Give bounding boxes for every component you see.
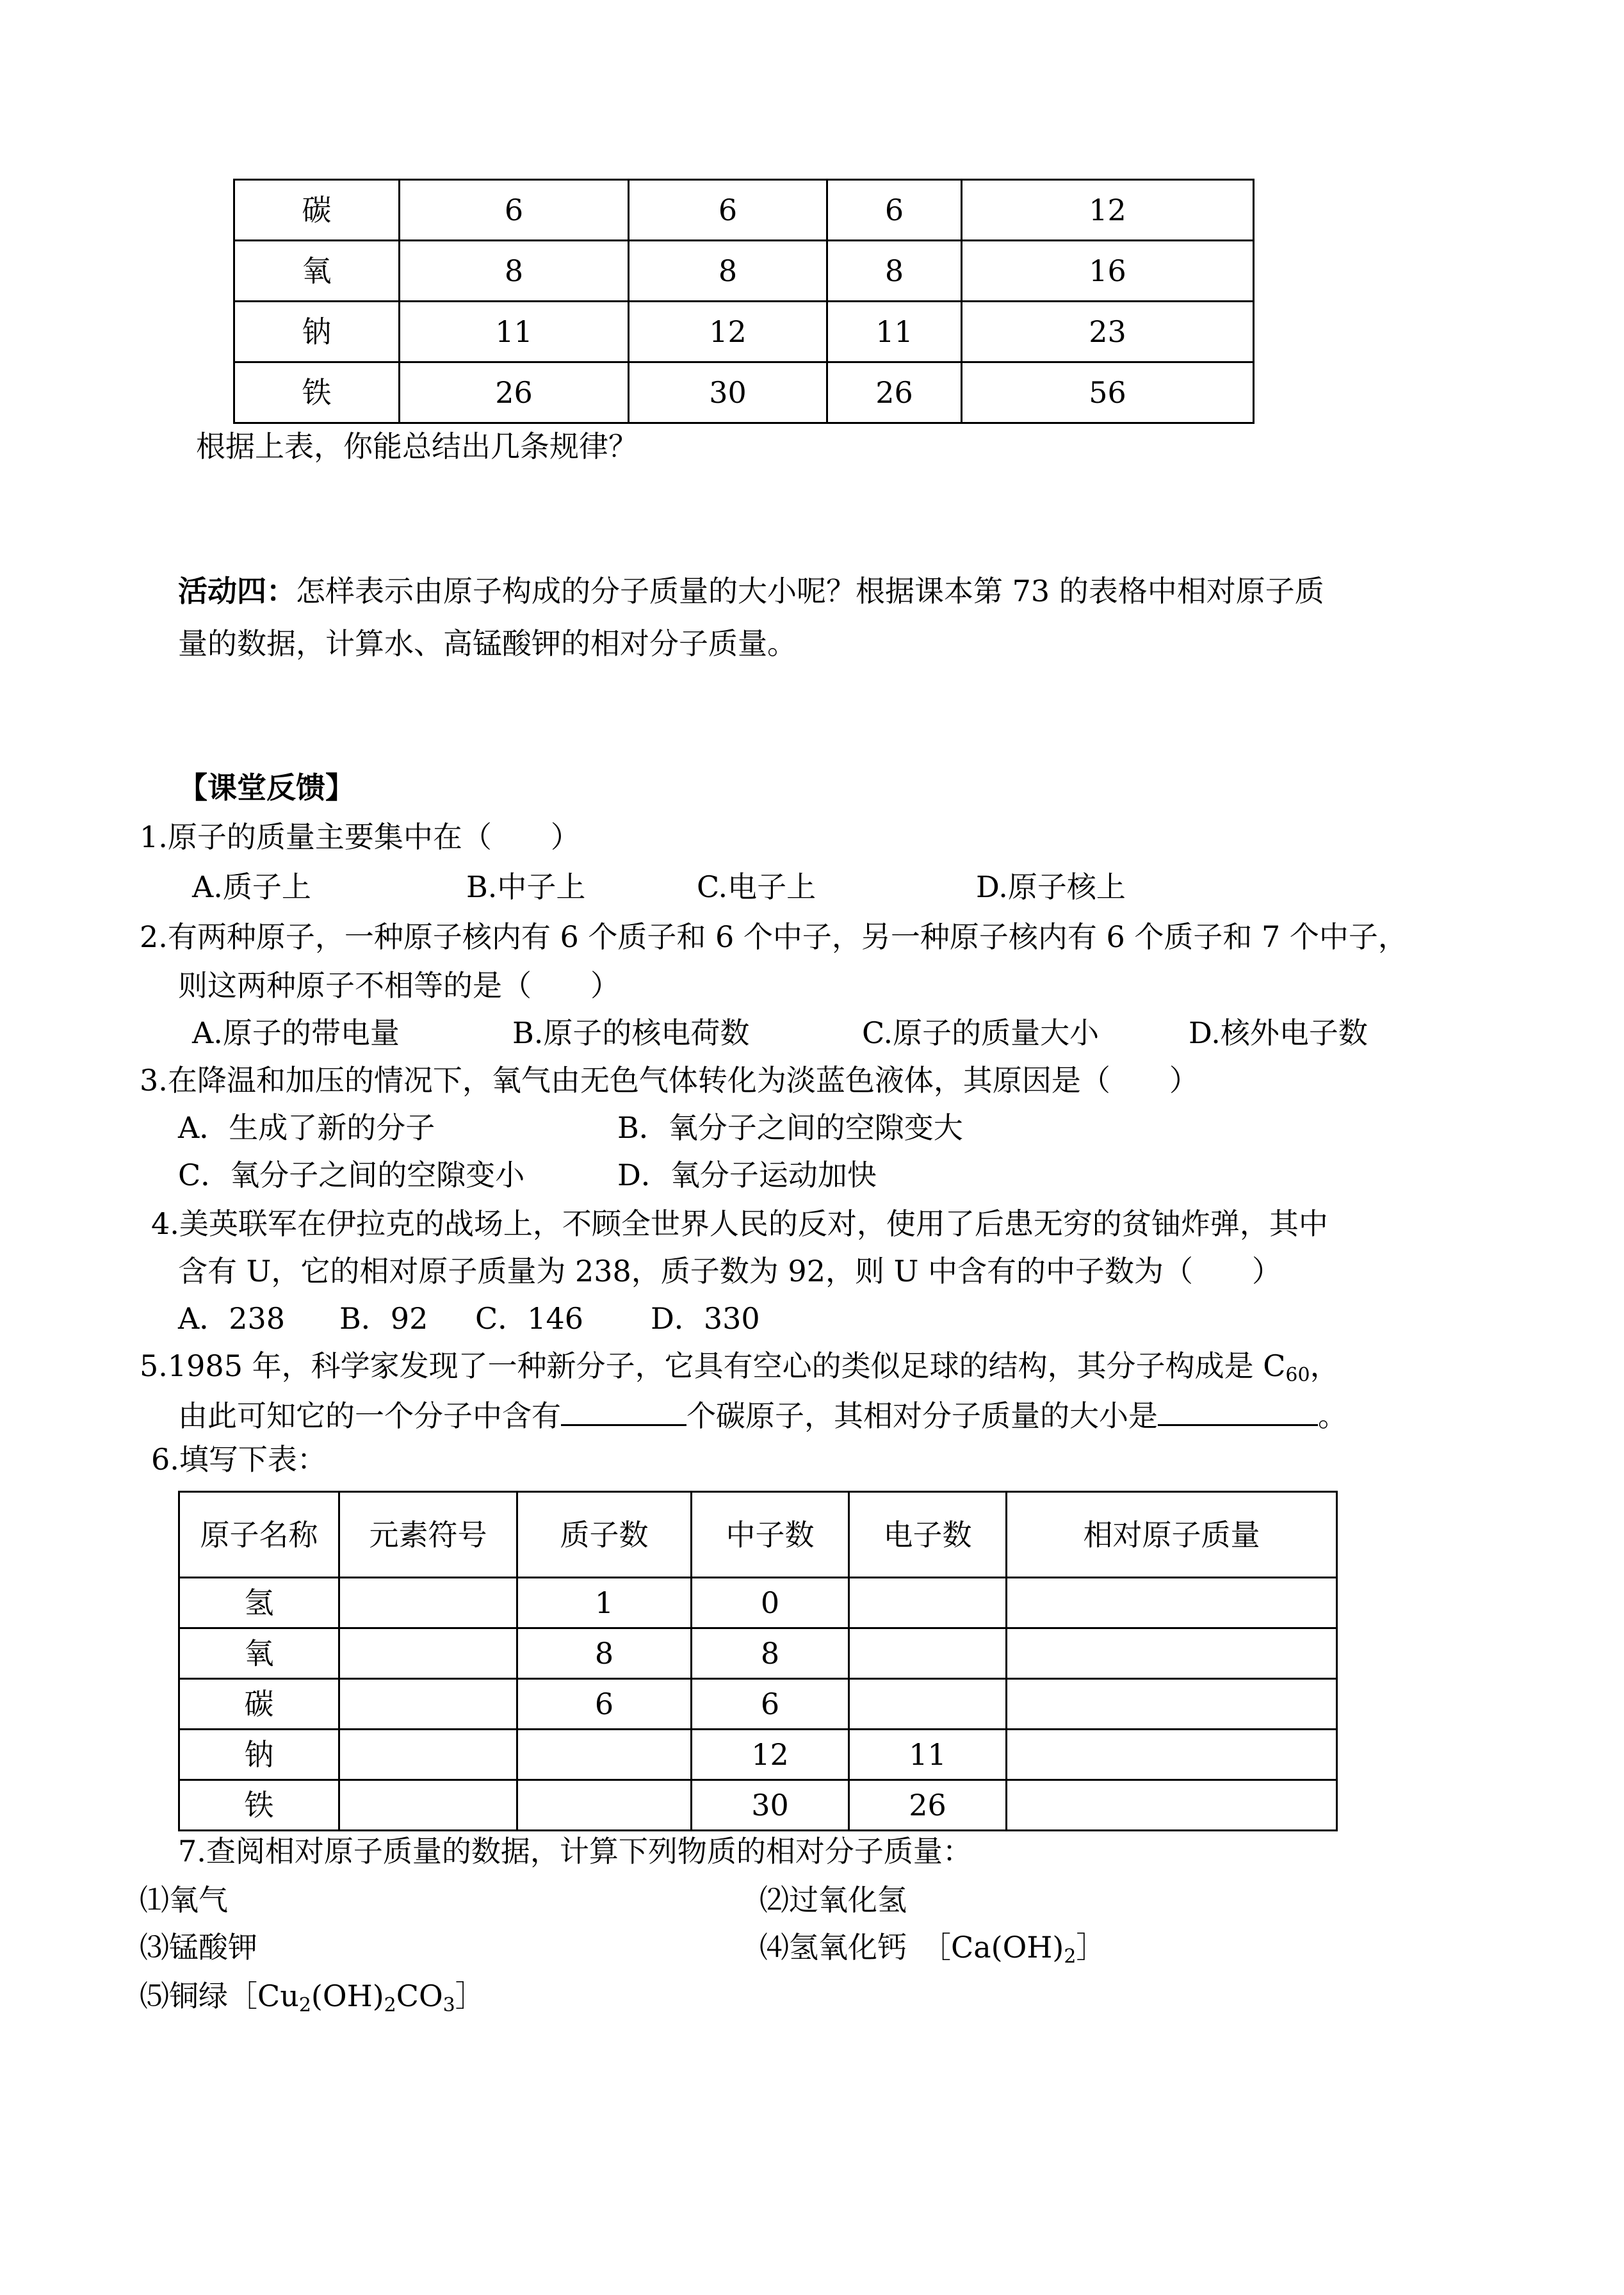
table-cell: 11 [849,1730,1007,1780]
table-input-cell[interactable] [339,1780,517,1831]
q3-option-b: B．氧分子之间的空隙变大 [617,1110,963,1145]
q4-option-b: B．92 [339,1301,428,1336]
q7-item-calcium-hydroxide [759,1930,1106,1968]
q7-item-verdigris [140,1981,485,2015]
table-cell: 8 [400,241,629,302]
table-cell: 6 [517,1679,692,1730]
q7-stem: 7.查阅相对原子质量的数据，计算下列物质的相对分子质量： [178,1834,972,1869]
q4-line2: 含有 U，它的相对原子质量为 238，质子数为 92，则 U 中含有的中子数为（ ） [178,1254,1281,1288]
q1-option-c: C.电子上 [697,870,816,904]
q7-item4-end: ］ [1076,1930,1106,1965]
q5-line2-text-a: 由此可知它的一个分子中含有 [178,1399,561,1433]
q7-item5-sub3: 3 [443,1994,455,2016]
table-input-cell[interactable] [339,1679,517,1730]
table-cell: 8 [692,1628,849,1679]
q4-option-d: D．330 [651,1301,760,1336]
table-input-cell[interactable] [1007,1730,1337,1780]
q7-item-potassium-manganate: ⑶锰酸钾 [140,1930,257,1965]
q5-line2-text-c: 。 [1318,1399,1347,1433]
q7-item4-text: ⑷氢氧化钙 ［Ca(OH) [759,1930,1064,1965]
q3-stem: 3.在降温和加压的情况下，氧气由无色气体转化为淡蓝色液体，其原因是（ ） [140,1063,1199,1098]
table-question: 根据上表，你能总结出几条规律？ [196,429,638,464]
activity4-label: 活动四： [178,574,296,608]
q2-line2: 则这两种原子不相等的是（ ） [178,968,620,1003]
table-cell: 钠 [234,302,400,362]
q2-option-d: D.核外电子数 [1189,1016,1368,1050]
table-cell: 6 [400,180,629,241]
q7-item5-sub2: 2 [384,1994,396,2016]
table-cell: 23 [962,302,1254,362]
table-cell: 铁 [234,362,400,423]
q1-option-b: B.中子上 [466,870,586,904]
table-cell: 8 [629,241,827,302]
table-header-cell: 原子名称 [179,1492,339,1578]
q4-line1: 4.美英联军在伊拉克的战场上，不顾全世界人民的反对，使用了后患无穷的贫铀炸弹，其中 [151,1206,1328,1241]
table-cell: 1 [517,1578,692,1628]
table-row [179,1730,1337,1780]
table-input-cell[interactable] [849,1578,1007,1628]
table-cell: 26 [849,1780,1007,1831]
q7-item-hydrogen-peroxide: ⑵过氧化氢 [759,1883,907,1917]
table-input-cell[interactable] [517,1780,692,1831]
q7-item5-text-d: ］ [455,1979,485,2013]
table-row [179,1780,1337,1831]
table-cell: 56 [962,362,1254,423]
table-row [234,180,1254,241]
table-input-cell[interactable] [1007,1780,1337,1831]
q5-line2 [178,1397,1347,1431]
table-input-cell[interactable] [517,1730,692,1780]
table-row [179,1628,1337,1679]
q3-option-c: C．氧分子之间的空隙变小 [178,1158,525,1192]
q7-item5-text-a: ⑸铜绿［Cu [140,1979,299,2013]
table-header-cell: 元素符号 [339,1492,517,1578]
table-cell: 碳 [179,1679,339,1730]
table-input-cell[interactable] [1007,1679,1337,1730]
table-cell: 钠 [179,1730,339,1780]
q5-subscript: 60 [1285,1364,1310,1386]
table-cell: 26 [827,362,962,423]
q5-line1-text: 5.1985 年，科学家发现了一种新分子，它具有空心的类似足球的结构，其分子构成是 C [140,1349,1286,1383]
table-cell: 11 [827,302,962,362]
activity4-line2: 量的数据，计算水、高锰酸钾的相对分子质量。 [178,626,797,661]
table-cell: 6 [827,180,962,241]
q1-stem: 1.原子的质量主要集中在（ ） [140,820,580,854]
q5-blank-molecular-mass[interactable] [1158,1397,1318,1426]
table-cell: 12 [962,180,1254,241]
q2-option-a: A.原子的带电量 [192,1016,400,1050]
q7-item-oxygen: ⑴氧气 [140,1883,228,1917]
table-cell: 铁 [179,1780,339,1831]
table-cell: 12 [692,1730,849,1780]
q7-item5-text-c: CO [396,1979,443,2013]
fill-in-table [178,1491,1338,1831]
q6-stem: 6.填写下表： [151,1442,327,1477]
table-cell: 6 [629,180,827,241]
q3-option-d: D．氧分子运动加快 [617,1158,877,1192]
table-cell: 氧 [179,1628,339,1679]
q2-option-b: B.原子的核电荷数 [512,1016,750,1050]
table-cell: 8 [517,1628,692,1679]
table-cell: 氢 [179,1578,339,1628]
table-header-row [179,1492,1337,1578]
q2-option-c: C.原子的质量大小 [862,1016,1100,1050]
table-input-cell[interactable] [849,1628,1007,1679]
q4-option-a: A．238 [178,1301,286,1336]
table-input-cell[interactable] [339,1578,517,1628]
table-input-cell[interactable] [849,1679,1007,1730]
table-input-cell[interactable] [339,1628,517,1679]
table-row [234,362,1254,423]
q5-line1-end: ， [1310,1349,1340,1383]
table-cell: 6 [692,1679,849,1730]
table-cell: 氧 [234,241,400,302]
q5-line2-text-b: 个碳原子，其相对分子质量的大小是 [686,1399,1158,1433]
table-header-cell: 中子数 [692,1492,849,1578]
table-cell: 16 [962,241,1254,302]
q7-item4-subscript: 2 [1064,1945,1076,1968]
table-cell: 碳 [234,180,400,241]
table-header-cell: 相对原子质量 [1007,1492,1337,1578]
table-input-cell[interactable] [1007,1578,1337,1628]
table-cell: 8 [827,241,962,302]
atom-data-table [233,179,1255,424]
table-cell: 0 [692,1578,849,1628]
table-input-cell[interactable] [1007,1628,1337,1679]
table-header-cell: 质子数 [517,1492,692,1578]
table-cell: 30 [629,362,827,423]
table-cell: 11 [400,302,629,362]
activity4-text: 怎样表示由原子构成的分子质量的大小呢？根据课本第 73 的表格中相对原子质 [296,574,1324,608]
table-row [234,302,1254,362]
q7-item5-sub1: 2 [298,1994,311,2016]
feedback-heading: 【课堂反馈】 [178,770,355,805]
q7-item5-text-b: (OH) [311,1979,384,2013]
table-row [179,1679,1337,1730]
q1-option-a: A.质子上 [192,870,311,904]
q5-blank-carbon-count[interactable] [561,1397,686,1426]
q2-line1: 2.有两种原子，一种原子核内有 6 个质子和 6 个中子，另一种原子核内有 6 个质子和 7 个中子， [140,920,1408,954]
table-cell: 30 [692,1780,849,1831]
table-header-cell: 电子数 [849,1492,1007,1578]
q3-option-a: A．生成了新的分子 [178,1110,435,1145]
table-row [234,241,1254,302]
table-cell: 12 [629,302,827,362]
q5-line1 [140,1351,1340,1385]
activity4-line1 [178,576,1324,606]
q1-option-d: D.原子核上 [976,870,1126,904]
q4-option-c: C．146 [475,1301,583,1336]
table-cell: 26 [400,362,629,423]
table-input-cell[interactable] [339,1730,517,1780]
table-row [179,1578,1337,1628]
